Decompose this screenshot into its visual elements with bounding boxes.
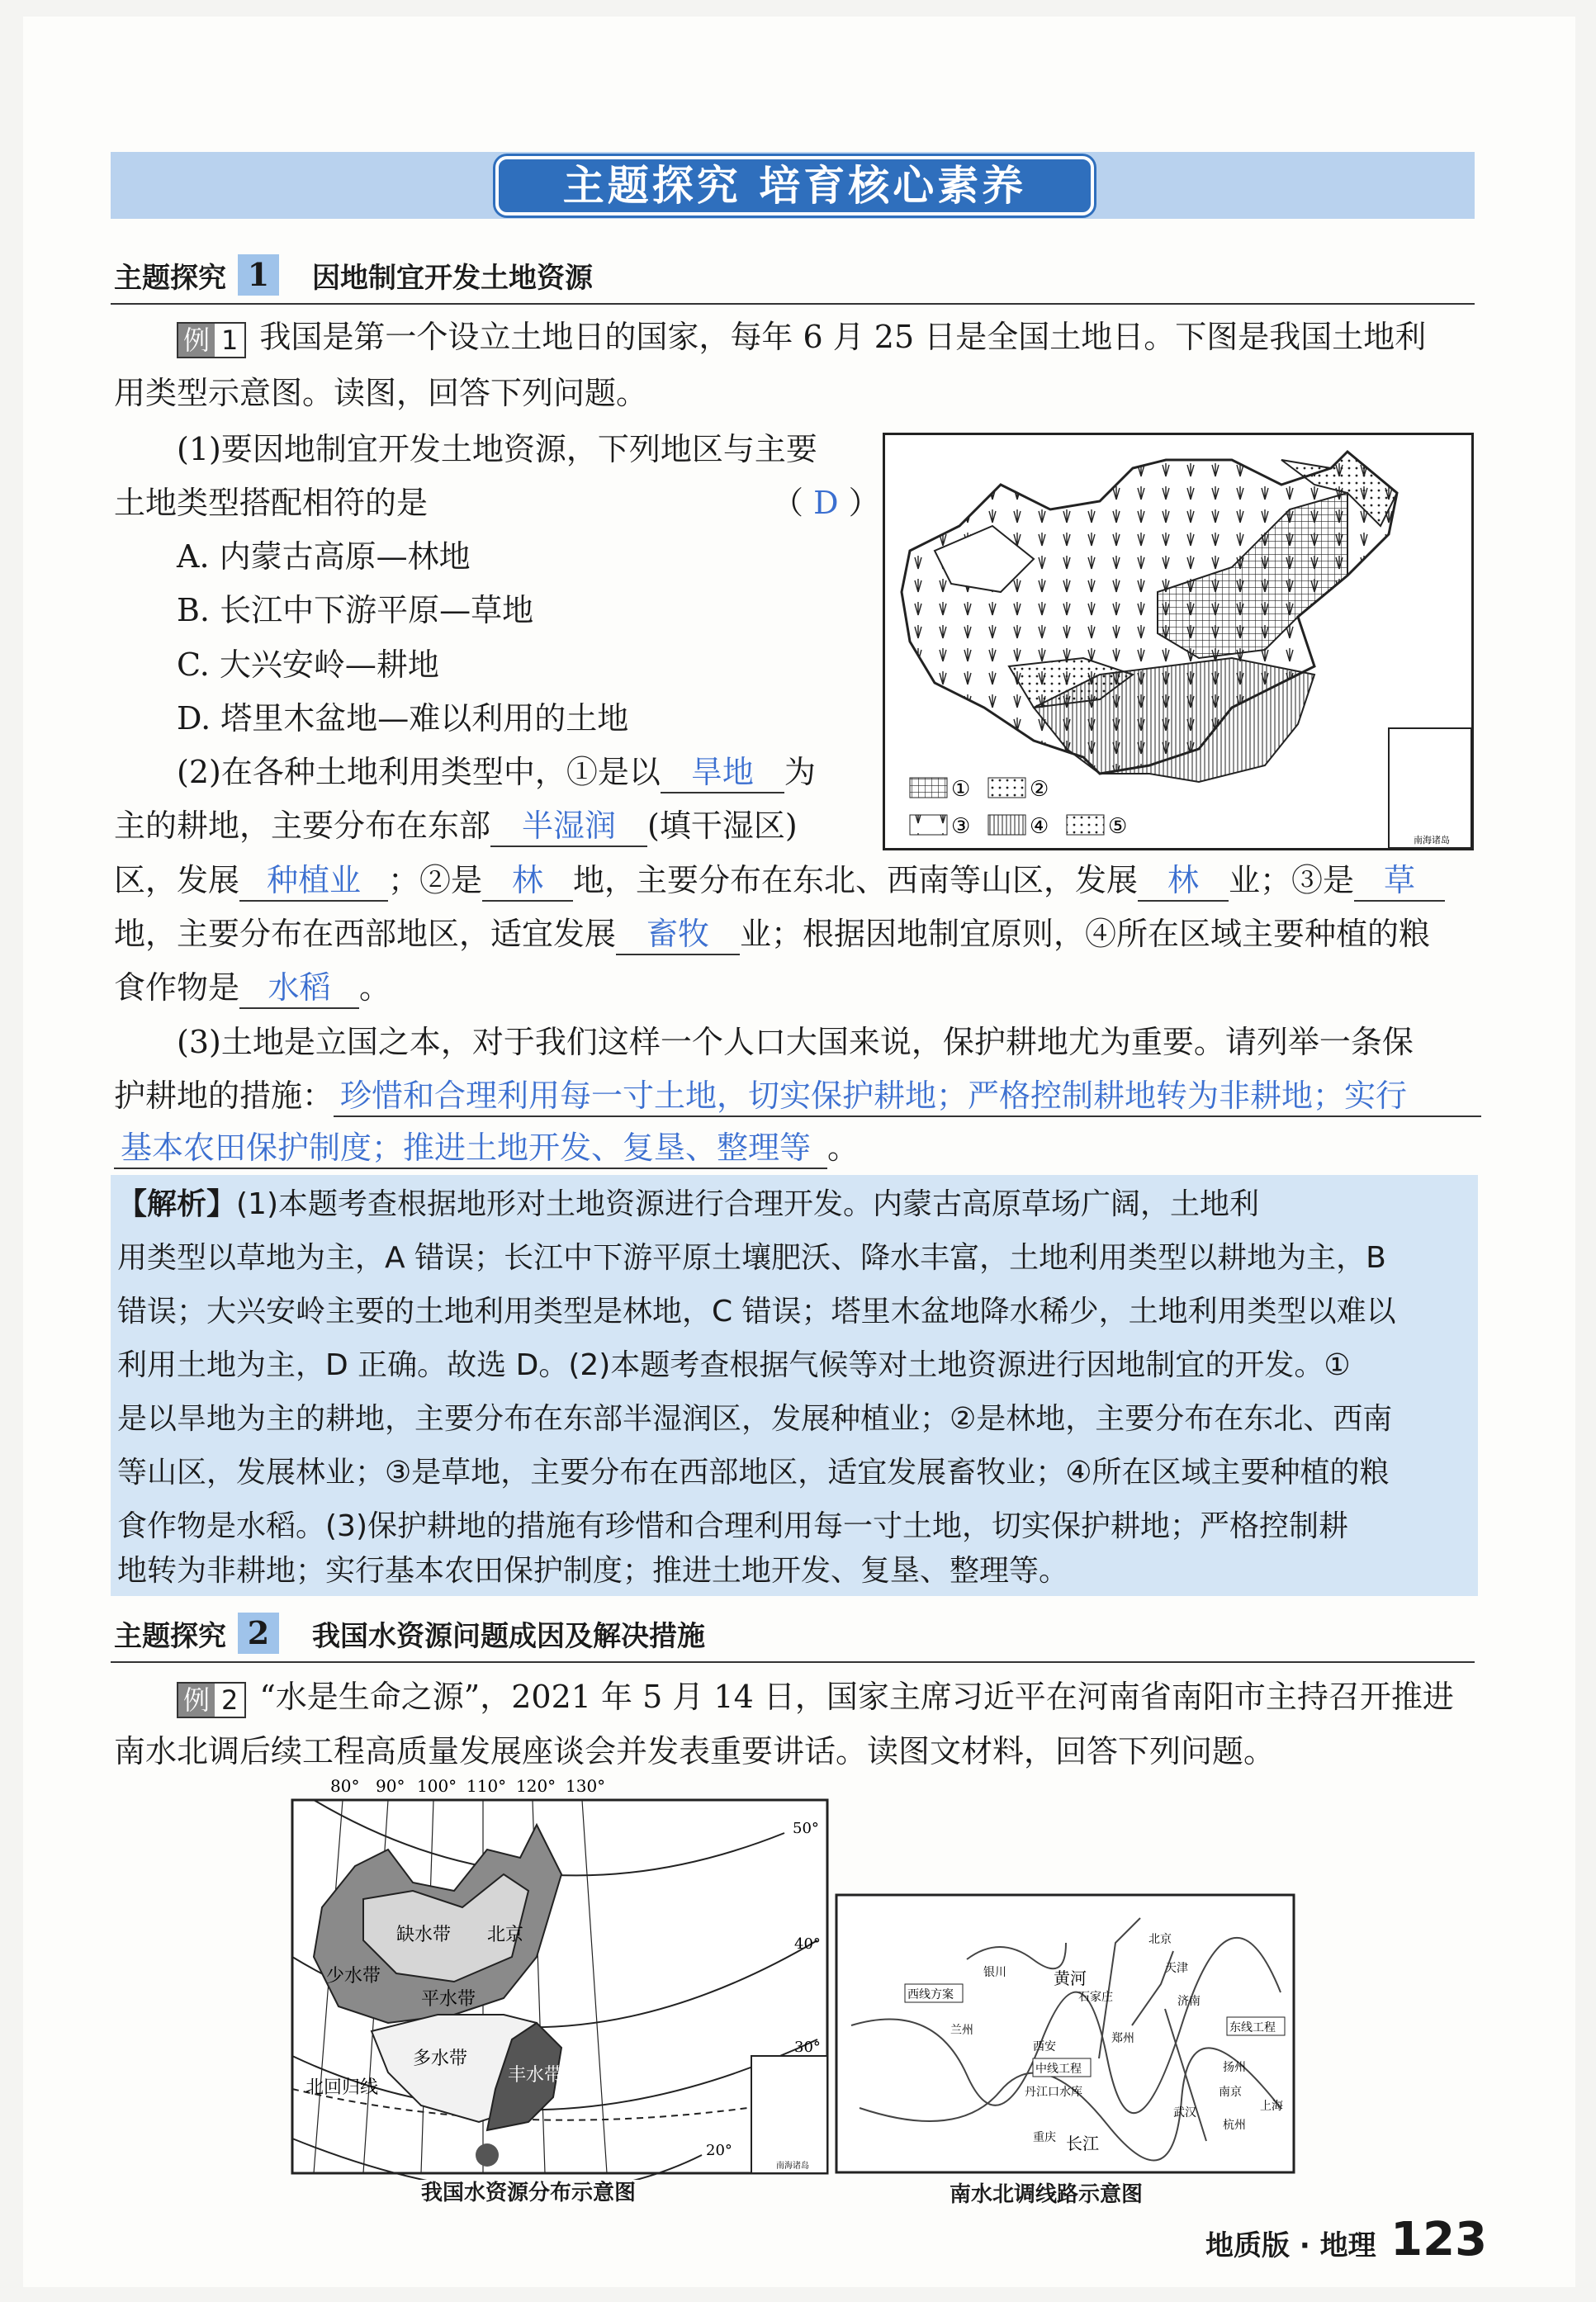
section-label: 主题探究 xyxy=(114,261,226,295)
option-c: C. 大兴安岭—耕地 xyxy=(177,647,439,683)
q1-answer: （ D ） xyxy=(772,485,880,521)
svg-text:西安: 西安 xyxy=(1033,2040,1056,2053)
svg-text:丹江口水库: 丹江口水库 xyxy=(1025,2086,1082,2099)
section-topic: 因地制宜开发土地资源 xyxy=(312,261,593,295)
example2-stem-line1: 例 2 “水是生命之源”，2021 年 5 月 14 日，国家主席习近平在河南省南阳市主持召开推进 xyxy=(177,1677,1454,1718)
analysis-line: 错误；大兴安岭主要的土地利用类型是林地，C 错误；塔里木盆地降水稀少，土地利用类型以难以 xyxy=(117,1295,1396,1329)
svg-text:扬州: 扬州 xyxy=(1223,2061,1246,2074)
svg-text:郑州: 郑州 xyxy=(1111,2032,1134,2045)
svg-text:少水带: 少水带 xyxy=(326,1966,381,1987)
water-map-caption: 我国水资源分布示意图 xyxy=(421,2181,637,2205)
divider xyxy=(111,1661,1475,1663)
analysis-line: 利用土地为主，D 正确。故选 D。(2)本题考查根据气候等对土地资源进行因地制宜的开发。① xyxy=(117,1348,1351,1382)
example1-stem-line2: 用类型示意图。读图，回答下列问题。 xyxy=(114,375,648,411)
analysis-line: 等山区，发展林业；③是草地，主要分布在西部地区，适宜发展畜牧业；④所在区域主要种植的粮 xyxy=(117,1456,1390,1490)
svg-text:100°: 100° xyxy=(417,1776,457,1796)
q1-line2: 土地类型搭配相符的是 xyxy=(114,485,429,521)
china-land-use-map-graphic xyxy=(885,435,1471,848)
svg-text:北京: 北京 xyxy=(1148,1933,1172,1946)
option-b: B. 长江中下游平原—草地 xyxy=(177,592,534,628)
analysis-line: 是以旱地为主的耕地，主要分布在东部半湿润区，发展种植业；②是林地，主要分布在东北、西南 xyxy=(117,1402,1393,1436)
section-number: 2 xyxy=(238,1613,279,1654)
svg-text:北京: 北京 xyxy=(487,1925,524,1945)
footer xyxy=(1205,2213,1487,2266)
analysis-line: 用类型以草地为主，A 错误；长江中下游平原土壤肥沃、降水丰富，土地利用类型以耕地为主，B xyxy=(117,1241,1386,1275)
svg-text:④: ④ xyxy=(1030,814,1049,839)
svg-text:⑤: ⑤ xyxy=(1108,814,1128,839)
svg-text:长江: 长江 xyxy=(1066,2134,1099,2153)
q1-line1: (1)要因地制宜开发土地资源，下列地区与主要 xyxy=(177,431,817,467)
analysis-line: 食作物是水稻。(3)保护耕地的措施有珍惜和合理利用每一寸土地，切实保护耕地；严格控制耕 xyxy=(117,1509,1348,1543)
analysis-line: 地转为非耕地；实行基本农田保护制度；推进土地开发、复垦、整理等。 xyxy=(117,1554,1069,1588)
svg-text:90°: 90° xyxy=(376,1776,405,1796)
svg-text:丰水带: 丰水带 xyxy=(508,2065,563,2086)
svg-text:多水带: 多水带 xyxy=(413,2049,468,2069)
svg-text:40°: 40° xyxy=(794,1935,821,1953)
section-heading-1 xyxy=(114,254,593,296)
svg-text:①: ① xyxy=(951,777,971,802)
svg-text:中线工程: 中线工程 xyxy=(1035,2063,1082,2076)
svg-text:北回归线: 北回归线 xyxy=(305,2077,379,2098)
example1-stem-line1: 例 1 我国是第一个设立土地日的国家，每年 6 月 25 日是全国土地日。下图是我国土地利 xyxy=(177,317,1426,358)
svg-text:20°: 20° xyxy=(706,2142,732,2159)
svg-text:南海诸岛: 南海诸岛 xyxy=(1414,835,1450,845)
svg-text:西线方案: 西线方案 xyxy=(907,1988,954,2001)
q2-line1: (2)在各种土地利用类型中，①是以 旱地 为 xyxy=(177,752,816,793)
svg-text:石家庄: 石家庄 xyxy=(1078,1991,1113,2004)
option-a: A. 内蒙古高原—林地 xyxy=(177,538,471,575)
q2-line5: 食作物是 水稻 。 xyxy=(114,968,391,1009)
svg-text:缺水带: 缺水带 xyxy=(396,1925,452,1945)
edition-label: 地质版 · 地理 xyxy=(1205,2229,1376,2262)
svg-text:110°: 110° xyxy=(466,1776,507,1796)
svg-text:平水带: 平水带 xyxy=(421,1989,476,2010)
q2-line4: 地，主要分布在西部地区，适宜发展 畜牧 业；根据因地制宜原则，④所在区域主要种植的粮 xyxy=(114,914,1430,955)
section-heading-2 xyxy=(114,1613,705,1654)
land-use-map xyxy=(883,433,1474,850)
banner-title: 主题探究 培育核心素养 xyxy=(495,156,1094,216)
option-d: D. 塔里木盆地—难以利用的土地 xyxy=(177,700,629,737)
svg-text:黄河: 黄河 xyxy=(1054,1968,1087,1988)
longitude-labels xyxy=(330,1776,605,1796)
section-topic: 我国水资源问题成因及解决措施 xyxy=(312,1619,705,1653)
svg-text:重庆: 重庆 xyxy=(1033,2131,1056,2144)
section-label: 主题探究 xyxy=(114,1619,226,1653)
svg-text:银川: 银川 xyxy=(983,1966,1006,1979)
example2-stem-line2: 南水北调后续工程高质量发展座谈会并发表重要讲话。读图文材料，回答下列问题。 xyxy=(114,1733,1276,1769)
svg-text:130°: 130° xyxy=(566,1776,606,1796)
q2-line3: 区，发展 种植业 ；②是 林 地，主要分布在东北、西南等山区，发展 林 业；③是 草 xyxy=(114,860,1445,902)
svg-text:南海诸岛: 南海诸岛 xyxy=(776,2162,809,2171)
route-map-caption: 南水北调线路示意图 xyxy=(950,2182,1144,2207)
svg-text:120°: 120° xyxy=(516,1776,556,1796)
example-tag: 例 1 xyxy=(177,322,246,358)
svg-text:济南: 济南 xyxy=(1177,1995,1201,2008)
svg-text:50°: 50° xyxy=(793,1820,819,1837)
svg-text:30°: 30° xyxy=(794,2039,821,2056)
svg-text:80°: 80° xyxy=(330,1776,360,1796)
map-legend xyxy=(910,777,1127,839)
svg-text:东线工程: 东线工程 xyxy=(1229,2021,1276,2034)
svg-text:天津: 天津 xyxy=(1165,1962,1188,1975)
south-north-water-route-map xyxy=(835,1893,1297,2176)
q3-line1: (3)土地是立国之本，对于我们这样一个人口大国来说，保护耕地尤为重要。请列举一条保 xyxy=(177,1024,1414,1060)
section-number: 1 xyxy=(238,254,279,296)
analysis-box xyxy=(111,1175,1478,1596)
svg-text:上海: 上海 xyxy=(1260,2100,1283,2113)
page-number: 123 xyxy=(1390,2213,1488,2266)
q3-line3: 基本农田保护制度；推进土地开发、复垦、整理等 。 xyxy=(114,1128,859,1169)
analysis-line: 【解析】(1)本题考查根据地形对土地资源进行合理开发。内蒙古高原草场广阔，土地利 xyxy=(117,1187,1260,1221)
svg-text:③: ③ xyxy=(951,814,971,839)
example-tag: 例 2 xyxy=(177,1682,246,1718)
svg-text:武汉: 武汉 xyxy=(1173,2106,1196,2120)
svg-text:杭州: 杭州 xyxy=(1223,2119,1246,2132)
divider xyxy=(111,303,1475,305)
water-resource-map xyxy=(289,1775,834,2180)
svg-text:②: ② xyxy=(1030,777,1049,802)
svg-text:兰州: 兰州 xyxy=(950,2024,973,2037)
q3-line2: 护耕地的措施： 珍惜和合理利用每一寸土地，切实保护耕地；严格控制耕地转为非耕地；实行 xyxy=(114,1076,1481,1117)
q2-line2: 主的耕地，主要分布在东部 半湿润 (填干湿区) xyxy=(114,806,798,847)
svg-text:南京: 南京 xyxy=(1219,2086,1242,2099)
